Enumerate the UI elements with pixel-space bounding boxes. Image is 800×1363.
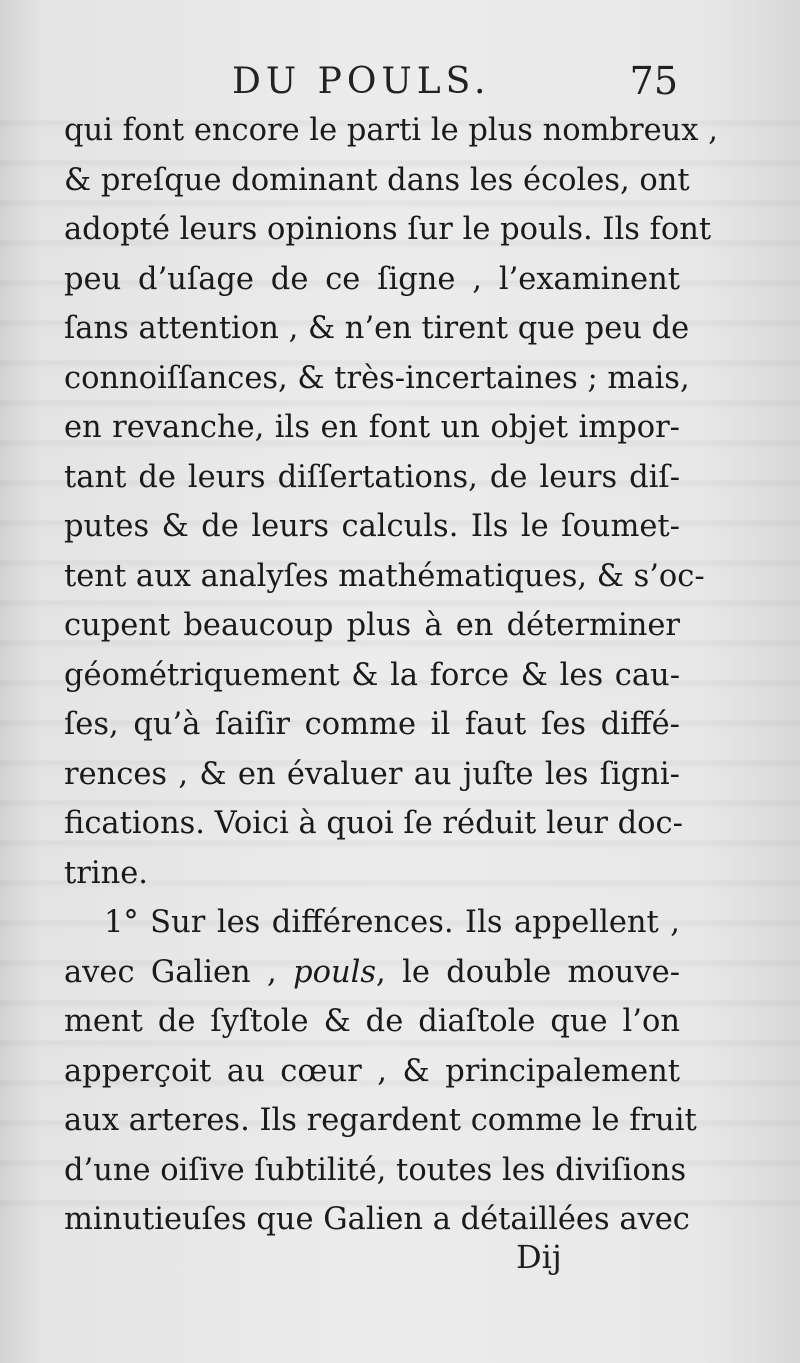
text-line: peu d’uſage de ce ſigne , l’examinent: [64, 261, 680, 297]
text-line: tant de leurs diſſertations, de leurs diſ-: [64, 459, 680, 495]
text-line: ment de ſyſtole & de diaſtole que l’on: [64, 1004, 680, 1039]
text-line: qui font encore le parti le plus nombreux ,: [64, 113, 718, 148]
text-line: apperçoit au cœur , & principalement: [64, 1053, 680, 1089]
text-line: adopté leurs opinions ſur le pouls. Ils font: [64, 212, 712, 247]
paragraph-end-line: trine.: [64, 855, 148, 891]
text-line: aux arteres. Ils regardent comme le fruit: [64, 1103, 697, 1138]
text-line: d’une oiſive ſubtilité, toutes les diviſions: [64, 1152, 687, 1188]
signature-mark: Dij: [516, 1238, 562, 1276]
text-line: géométriquement & la force & les cau-: [64, 657, 680, 693]
body-text: [64, 106, 718, 1245]
text-line: ſans attention , & n’en tirent que peu de: [64, 311, 690, 346]
text-line: rences , & en évaluer au juſte les ſigni-: [64, 756, 680, 792]
text-line: tent aux analyſes mathématiques, & s’oc-: [64, 558, 705, 594]
italic-term: pouls: [293, 954, 377, 990]
paragraph-start-line: 1° Sur les différences. Ils appellent ,: [104, 905, 680, 940]
text-line: [64, 948, 680, 998]
text-run: , le double mouve-: [376, 954, 680, 990]
text-line: fications. Voici à quoi ſe réduit leur doc-: [64, 806, 683, 841]
text-line: connoiſſances, & très-incertaines ; mais,: [64, 360, 690, 396]
running-head: DU POULS.: [232, 61, 491, 102]
text-run: avec Galien ,: [64, 954, 294, 990]
text-line: ſes, qu’à ſaiſir comme il faut ſes diffé-: [64, 707, 680, 742]
text-line: cupent beaucoup plus à en déterminer: [64, 608, 680, 643]
page-header: [60, 55, 680, 105]
text-line: & preſque dominant dans les écoles, ont: [64, 162, 690, 198]
text-line: en revanche, ils en font un objet impor-: [64, 410, 680, 445]
text-line: putes & de leurs calculs. Ils le ſoumet-: [64, 509, 680, 544]
page-number: 75: [629, 59, 678, 103]
text-line: minutieuſes que Galien a détaillées avec: [64, 1202, 690, 1237]
